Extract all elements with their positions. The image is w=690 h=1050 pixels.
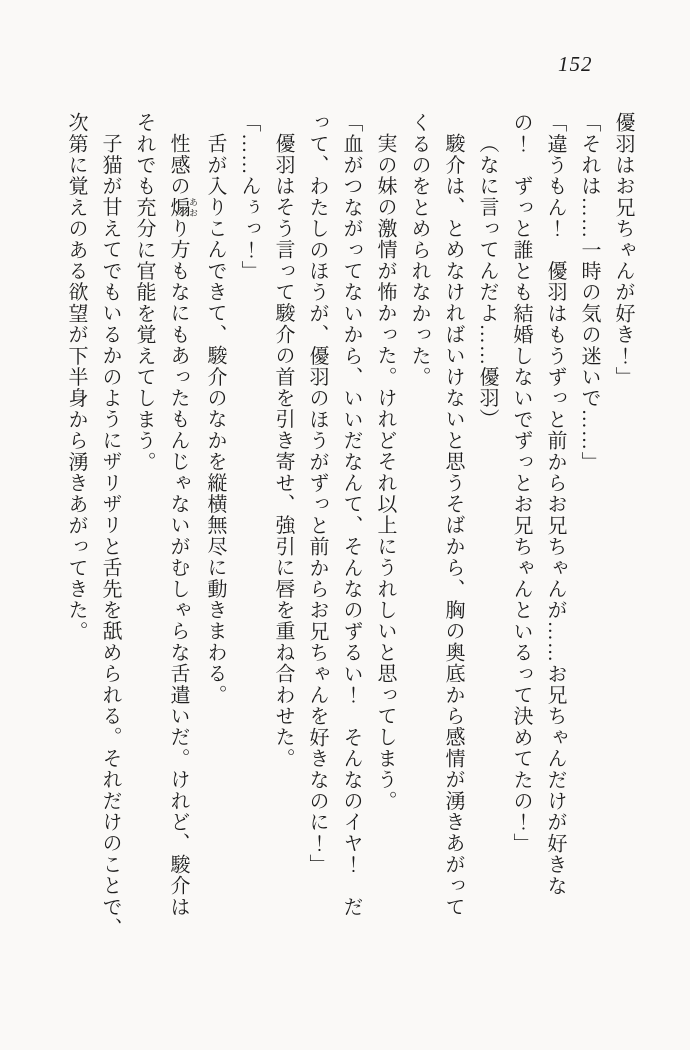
- text-line: 舌が入りこんできて、駿介のなかを縦横無尽に動きまわる。: [204, 133, 226, 706]
- text-line: 子猫が甘えてでもいるかのようにザリザリと舌先を舐められる。それだけのことで、: [99, 133, 121, 939]
- text-line: の！ ずっと誰とも結婚しないでずっとお兄ちゃんといるって決めてたの！」: [510, 112, 532, 854]
- text-segment: り方もなにもあったもんじゃないがむしゃらな舌遣いだ。けれど、駿介は: [167, 217, 189, 918]
- ruby-annotated-word: [167, 196, 198, 218]
- text-line: 実の妹の激情が怖かった。けれどそれ以上にうれしいと思ってしまう。: [374, 133, 396, 812]
- text-line: くるのをとめられなかった。: [408, 112, 430, 388]
- page-number: 152: [558, 52, 593, 76]
- vertical-text-block: [59, 112, 640, 952]
- text-segment: 性感の: [167, 133, 189, 197]
- text-line: 「それは……一時の気の迷いで……」: [578, 112, 600, 473]
- text-line: [161, 112, 198, 952]
- ruby-base: 煽: [167, 196, 189, 218]
- text-line: 駿介は、とめなければいけないと思うそばから、胸の奥底から感情が湧きあがって: [442, 133, 464, 918]
- text-line: （なに言ってんだよ……優羽）: [476, 133, 498, 430]
- text-line: 優羽はそう言って駿介の首を引き寄せ、強引に唇を重ね合わせた。: [272, 133, 294, 770]
- text-line: って、わたしのほうが、優羽のほうがずっと前からお兄ちゃんを好きなのに！」: [306, 112, 328, 876]
- ruby-text: あお: [188, 196, 198, 218]
- text-line: それでも充分に官能を覚えてしまう。: [133, 112, 155, 473]
- text-line: 「違うもん！ 優羽はもうずっと前からお兄ちゃんが……お兄ちゃんだけが好きな: [544, 112, 566, 897]
- text-line: 「……んぅっ！」: [238, 112, 260, 282]
- text-line: 優羽はお兄ちゃんが好き！」: [612, 112, 634, 388]
- text-line: 次第に覚えのある欲望が下半身から湧きあがってきた。: [65, 112, 87, 642]
- text-line: 「血がつながってないから、いいだなんて、そんなのずるい！ そんなのイヤ！ だ: [340, 112, 362, 918]
